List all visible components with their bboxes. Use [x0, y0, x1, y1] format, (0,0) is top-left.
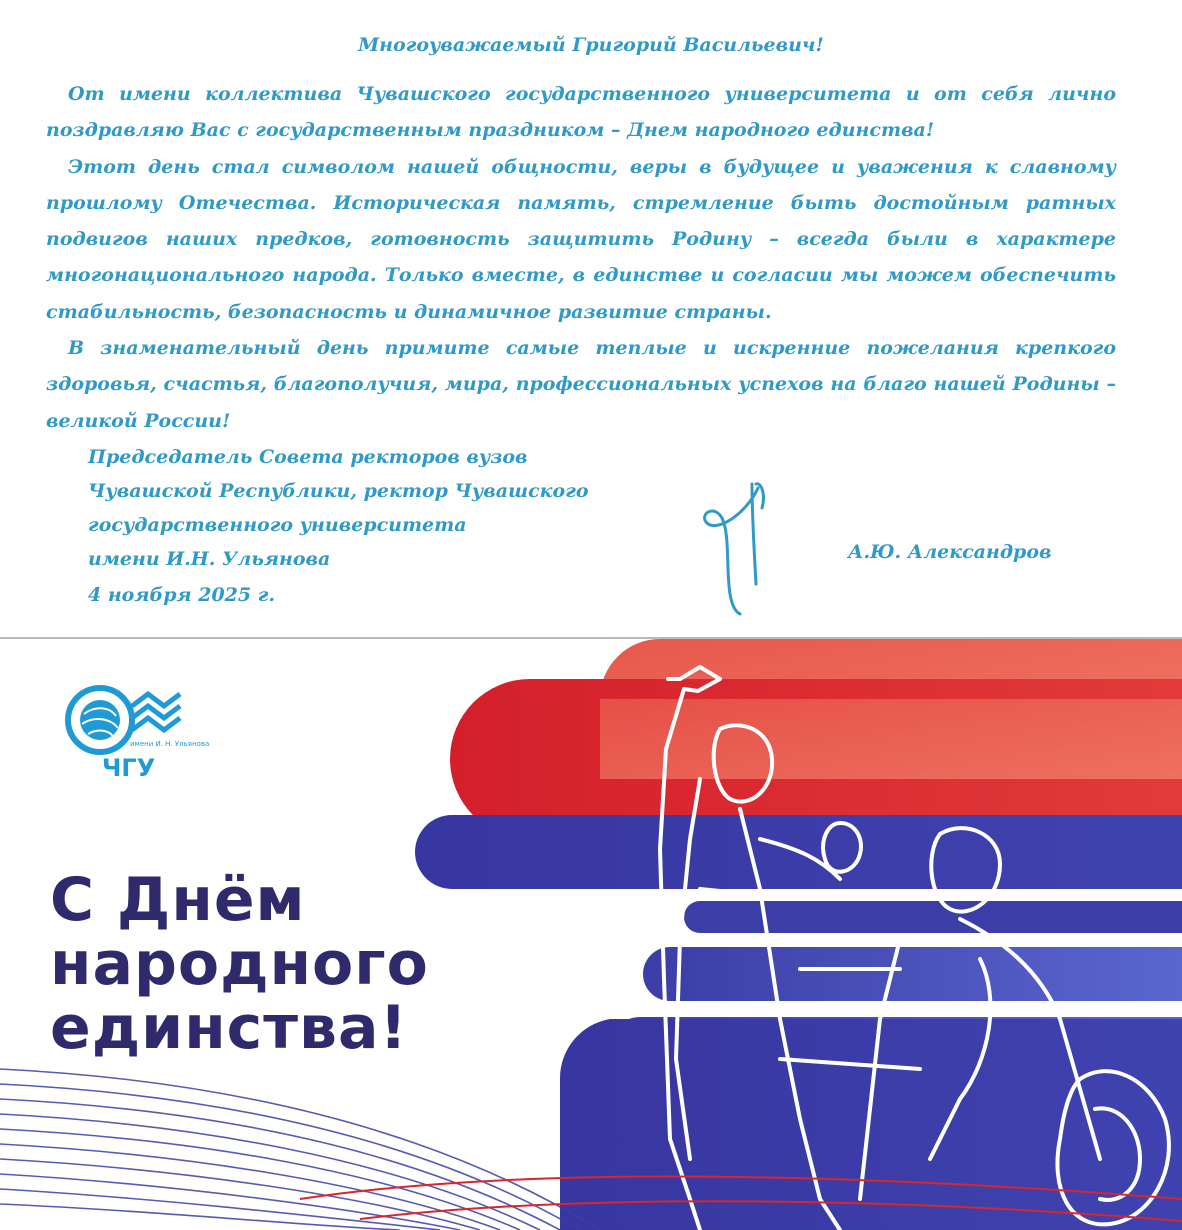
letter-paragraph: Этот день стал символом нашей общности, веры в будущее и уважения к славному прошлому Отечества. Историческая память, стремление быть достойным ратных подвигов наших предков, готовность защитить Родину – всегда были в характере многонационального народа. Только вместе, в единстве и согласии мы можем обеспечить стабильность, безопасность и динамичное развитие страны.: [46, 155, 1116, 323]
letter-paragraph: В знаменательный день примите самые теплые и искренние пожелания крепкого здоровья, счастья, благополучия, мира, профессиональных успехов на благо нашей Родины – великой России!: [46, 337, 1116, 432]
card-title-line: народного: [50, 929, 429, 999]
chgu-logo: [54, 680, 210, 782]
letter-date: 4 ноября 2025 г.: [88, 584, 276, 606]
signatory-line: имени И.Н. Ульянова: [88, 548, 331, 570]
letter-greeting: Многоуважаемый Григорий Васильевич!: [358, 34, 824, 56]
logo-abbr: ЧГУ: [102, 754, 156, 782]
card-title: [50, 865, 429, 1063]
signatory-title: [88, 440, 589, 576]
letter-body: [46, 76, 1116, 439]
handwritten-signature: [696, 474, 796, 619]
salmon-overlay: [600, 699, 1182, 779]
blue-band-3: [643, 947, 1182, 1001]
logo-subtitle: имени И. Н. Ульянова: [130, 740, 210, 748]
signatory-line: Чувашской Республики, ректор Чувашского: [88, 480, 589, 502]
signatory-name: А.Ю. Александров: [848, 541, 1052, 563]
blue-band-2: [684, 901, 1182, 933]
card-title-line: С Днём: [50, 865, 306, 935]
card-title-line: единства!: [50, 993, 408, 1063]
signatory-line: Председатель Совета ректоров вузов: [88, 446, 528, 468]
signatory-line: государственного университета: [88, 514, 467, 536]
letter-paragraph: От имени коллектива Чувашского государственного университета и от себя лично поздравляю Вас с государственным праздником – Днем народного единства!: [46, 83, 1116, 142]
